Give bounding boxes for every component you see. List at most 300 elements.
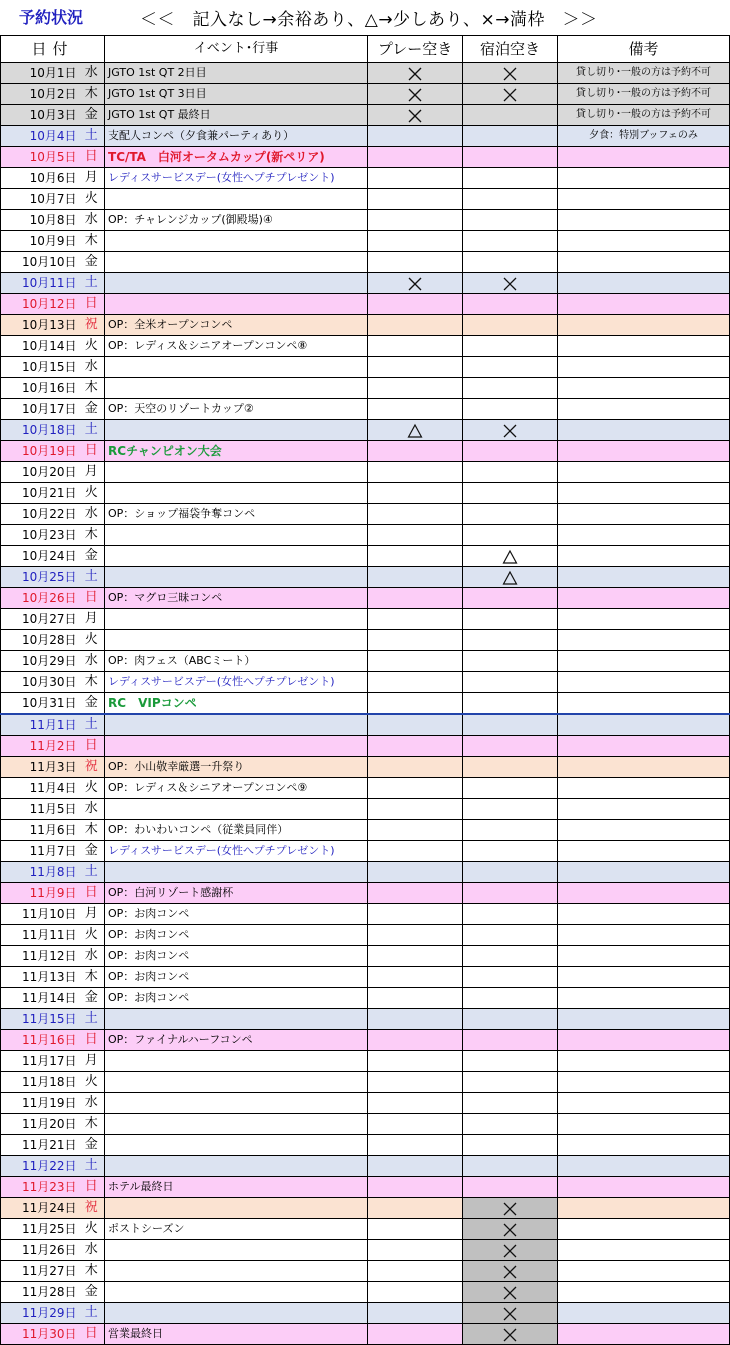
row-event: OP：ファイナルハーフコンペ (105, 1030, 368, 1051)
row-play-availability (368, 168, 463, 189)
table-row (1, 1093, 730, 1114)
row-date: 11月7日 (1, 841, 79, 862)
row-play-availability (368, 967, 463, 988)
row-weekday: 月 (79, 168, 105, 189)
header-stay: 宿泊空き (463, 36, 558, 63)
row-stay-availability (463, 1282, 558, 1303)
table-row (1, 378, 730, 399)
row-play-availability (368, 126, 463, 147)
header-date: 日付 (1, 36, 105, 63)
row-date: 11月6日 (1, 820, 79, 841)
triangle-icon (407, 423, 423, 439)
row-play-availability (368, 799, 463, 820)
row-event: OP：肉フェス（ABCミート） (105, 651, 368, 672)
row-play-availability (368, 1093, 463, 1114)
row-stay-availability (463, 609, 558, 630)
row-stay-availability (463, 567, 558, 588)
row-stay-availability (463, 1156, 558, 1177)
row-weekday: 水 (79, 504, 105, 525)
row-play-availability (368, 988, 463, 1009)
row-play-availability (368, 693, 463, 715)
row-date: 11月15日 (1, 1009, 79, 1030)
row-play-availability (368, 189, 463, 210)
row-stay-availability (463, 1261, 558, 1282)
row-weekday: 水 (79, 799, 105, 820)
cross-icon (502, 1201, 518, 1217)
row-weekday: 日 (79, 883, 105, 904)
row-stay-availability (463, 273, 558, 294)
row-stay-availability (463, 651, 558, 672)
row-event (105, 252, 368, 273)
row-date: 11月10日 (1, 904, 79, 925)
row-weekday: 金 (79, 1282, 105, 1303)
row-note (558, 294, 730, 315)
row-stay-availability (463, 231, 558, 252)
row-stay-availability (463, 294, 558, 315)
row-play-availability (368, 1051, 463, 1072)
row-weekday: 木 (79, 1261, 105, 1282)
row-note (558, 168, 730, 189)
row-weekday: 月 (79, 462, 105, 483)
table-row (1, 757, 730, 778)
row-play-availability (368, 672, 463, 693)
row-note (558, 483, 730, 504)
row-note (558, 693, 730, 715)
row-date: 10月26日 (1, 588, 79, 609)
row-note (558, 147, 730, 168)
row-event (105, 1093, 368, 1114)
row-stay-availability (463, 1114, 558, 1135)
row-stay-availability (463, 420, 558, 441)
table-row (1, 1261, 730, 1282)
row-date: 11月17日 (1, 1051, 79, 1072)
cross-icon (502, 87, 518, 103)
row-event: OP：お肉コンペ (105, 904, 368, 925)
row-note (558, 778, 730, 799)
row-weekday: 木 (79, 1114, 105, 1135)
row-date: 11月24日 (1, 1198, 79, 1219)
row-note (558, 799, 730, 820)
row-weekday: 金 (79, 105, 105, 126)
table-row (1, 841, 730, 862)
row-date: 11月18日 (1, 1072, 79, 1093)
table-row (1, 126, 730, 147)
table-row (1, 210, 730, 231)
row-play-availability (368, 441, 463, 462)
row-play-availability (368, 862, 463, 883)
row-date: 10月11日 (1, 273, 79, 294)
row-note (558, 1072, 730, 1093)
row-date: 10月18日 (1, 420, 79, 441)
row-weekday: 火 (79, 483, 105, 504)
row-stay-availability (463, 84, 558, 105)
page-title: 予約状況 (19, 8, 84, 27)
row-event: OP：小山敬幸厳選一升祭り (105, 757, 368, 778)
row-play-availability (368, 1135, 463, 1156)
row-play-availability (368, 567, 463, 588)
row-weekday: 水 (79, 357, 105, 378)
row-play-availability (368, 1156, 463, 1177)
row-note (558, 714, 730, 736)
title-bar (0, 0, 730, 34)
triangle-icon (502, 549, 518, 565)
table-row (1, 883, 730, 904)
table-row (1, 252, 730, 273)
row-note (558, 357, 730, 378)
table-row (1, 588, 730, 609)
table-row (1, 693, 730, 715)
row-stay-availability (463, 315, 558, 336)
table-row (1, 441, 730, 462)
table-row (1, 567, 730, 588)
row-date: 10月20日 (1, 462, 79, 483)
row-event (105, 862, 368, 883)
row-date: 11月22日 (1, 1156, 79, 1177)
cross-icon (502, 1306, 518, 1322)
row-date: 11月13日 (1, 967, 79, 988)
row-play-availability (368, 378, 463, 399)
row-note (558, 1303, 730, 1324)
table-row (1, 1303, 730, 1324)
row-stay-availability (463, 778, 558, 799)
row-note (558, 925, 730, 946)
row-note (558, 883, 730, 904)
table-row (1, 1114, 730, 1135)
table-row (1, 651, 730, 672)
row-weekday: 日 (79, 1177, 105, 1198)
row-event: OP：お肉コンペ (105, 967, 368, 988)
row-weekday: 月 (79, 1051, 105, 1072)
row-weekday: 金 (79, 693, 105, 715)
row-weekday: 木 (79, 820, 105, 841)
row-event: JGTO 1st QT 3日目 (105, 84, 368, 105)
row-date: 11月4日 (1, 778, 79, 799)
row-note (558, 504, 730, 525)
table-row (1, 357, 730, 378)
row-weekday: 木 (79, 967, 105, 988)
table-row (1, 672, 730, 693)
row-event (105, 630, 368, 651)
row-stay-availability (463, 357, 558, 378)
row-play-availability (368, 336, 463, 357)
row-event: JGTO 1st QT 2日目 (105, 63, 368, 84)
row-weekday: 日 (79, 1030, 105, 1051)
row-stay-availability (463, 946, 558, 967)
row-event: レディスサービスデー(女性へプチプレゼント) (105, 672, 368, 693)
table-row (1, 399, 730, 420)
row-event (105, 1261, 368, 1282)
row-note (558, 546, 730, 567)
table-row (1, 1030, 730, 1051)
row-play-availability (368, 1009, 463, 1030)
table-row (1, 294, 730, 315)
table-row (1, 904, 730, 925)
row-note (558, 1135, 730, 1156)
row-stay-availability (463, 736, 558, 757)
row-weekday: 木 (79, 378, 105, 399)
row-play-availability (368, 63, 463, 84)
table-row (1, 546, 730, 567)
row-weekday: 日 (79, 1324, 105, 1345)
row-weekday: 水 (79, 1240, 105, 1261)
row-date: 10月28日 (1, 630, 79, 651)
table-row (1, 1240, 730, 1261)
row-stay-availability (463, 1324, 558, 1345)
row-stay-availability (463, 1009, 558, 1030)
row-weekday: 水 (79, 946, 105, 967)
row-date: 10月24日 (1, 546, 79, 567)
row-play-availability (368, 210, 463, 231)
row-note (558, 672, 730, 693)
row-event: レディスサービスデー(女性へプチプレゼント) (105, 841, 368, 862)
row-play-availability (368, 883, 463, 904)
row-stay-availability (463, 693, 558, 715)
row-date: 11月29日 (1, 1303, 79, 1324)
row-event (105, 378, 368, 399)
row-stay-availability (463, 672, 558, 693)
table-row (1, 84, 730, 105)
row-date: 11月11日 (1, 925, 79, 946)
table-row (1, 1051, 730, 1072)
triangle-icon (502, 570, 518, 586)
row-date: 11月23日 (1, 1177, 79, 1198)
row-note (558, 1282, 730, 1303)
row-date: 11月19日 (1, 1093, 79, 1114)
table-row (1, 63, 730, 84)
row-note (558, 378, 730, 399)
row-weekday: 土 (79, 420, 105, 441)
table-row (1, 420, 730, 441)
row-event (105, 1240, 368, 1261)
row-note (558, 462, 730, 483)
row-date: 11月3日 (1, 757, 79, 778)
row-event (105, 420, 368, 441)
row-play-availability (368, 1198, 463, 1219)
row-weekday: 土 (79, 1009, 105, 1030)
row-weekday: 祝 (79, 315, 105, 336)
row-stay-availability (463, 1093, 558, 1114)
row-date: 10月3日 (1, 105, 79, 126)
cross-icon (502, 66, 518, 82)
row-event (105, 231, 368, 252)
row-note (558, 1093, 730, 1114)
row-note (558, 862, 730, 883)
table-body (1, 63, 730, 1345)
row-weekday: 金 (79, 399, 105, 420)
cross-icon (502, 276, 518, 292)
row-note (558, 210, 730, 231)
row-stay-availability (463, 189, 558, 210)
row-note (558, 588, 730, 609)
row-event: OP：わいわいコンペ（従業員同伴） (105, 820, 368, 841)
row-event: JGTO 1st QT 最終日 (105, 105, 368, 126)
cross-icon (502, 1327, 518, 1343)
row-play-availability (368, 546, 463, 567)
table-row (1, 525, 730, 546)
table-row (1, 1072, 730, 1093)
row-date: 10月2日 (1, 84, 79, 105)
row-stay-availability (463, 546, 558, 567)
row-event: OP：お肉コンペ (105, 988, 368, 1009)
table-row (1, 736, 730, 757)
row-weekday: 金 (79, 988, 105, 1009)
row-date: 10月7日 (1, 189, 79, 210)
row-weekday: 日 (79, 147, 105, 168)
cross-icon (407, 66, 423, 82)
row-play-availability (368, 714, 463, 736)
row-note (558, 820, 730, 841)
row-event (105, 294, 368, 315)
row-stay-availability (463, 378, 558, 399)
row-note (558, 609, 730, 630)
row-stay-availability (463, 967, 558, 988)
row-event (105, 1198, 368, 1219)
row-stay-availability (463, 630, 558, 651)
row-weekday: 祝 (79, 1198, 105, 1219)
row-date: 10月22日 (1, 504, 79, 525)
row-date: 11月8日 (1, 862, 79, 883)
row-stay-availability (463, 105, 558, 126)
row-date: 10月1日 (1, 63, 79, 84)
row-play-availability (368, 273, 463, 294)
row-date: 10月13日 (1, 315, 79, 336)
row-event (105, 189, 368, 210)
row-event (105, 525, 368, 546)
row-event: 営業最終日 (105, 1324, 368, 1345)
row-stay-availability (463, 168, 558, 189)
row-note (558, 273, 730, 294)
row-event: OP：マグロ三昧コンペ (105, 588, 368, 609)
row-stay-availability (463, 210, 558, 231)
row-play-availability (368, 757, 463, 778)
row-event: OP：レディス＆シニアオープンコンペ⑨ (105, 778, 368, 799)
table-row (1, 1156, 730, 1177)
header-play: プレー空き (368, 36, 463, 63)
row-weekday: 土 (79, 567, 105, 588)
row-event: OP：チャレンジカップ(御殿場)④ (105, 210, 368, 231)
row-date: 10月30日 (1, 672, 79, 693)
row-date: 10月10日 (1, 252, 79, 273)
row-weekday: 土 (79, 126, 105, 147)
row-date: 11月28日 (1, 1282, 79, 1303)
row-weekday: 木 (79, 84, 105, 105)
table-row (1, 862, 730, 883)
row-stay-availability (463, 1030, 558, 1051)
row-stay-availability (463, 904, 558, 925)
row-event (105, 567, 368, 588)
row-play-availability (368, 1030, 463, 1051)
row-play-availability (368, 462, 463, 483)
row-date: 10月21日 (1, 483, 79, 504)
row-weekday: 土 (79, 862, 105, 883)
row-event (105, 357, 368, 378)
row-event: OP：レディス＆シニアオープンコンペ⑧ (105, 336, 368, 357)
row-date: 11月9日 (1, 883, 79, 904)
row-note: 貸し切り･一般の方は予約不可 (558, 63, 730, 84)
row-weekday: 金 (79, 841, 105, 862)
row-note (558, 1198, 730, 1219)
row-play-availability (368, 841, 463, 862)
row-date: 10月16日 (1, 378, 79, 399)
row-event (105, 609, 368, 630)
row-stay-availability (463, 252, 558, 273)
row-play-availability (368, 736, 463, 757)
table-row (1, 1324, 730, 1345)
row-note (558, 1051, 730, 1072)
row-weekday: 月 (79, 609, 105, 630)
row-date: 11月26日 (1, 1240, 79, 1261)
row-stay-availability (463, 1240, 558, 1261)
row-stay-availability (463, 1135, 558, 1156)
row-event (105, 714, 368, 736)
row-date: 10月29日 (1, 651, 79, 672)
row-event (105, 799, 368, 820)
row-stay-availability (463, 483, 558, 504)
table-row (1, 609, 730, 630)
row-stay-availability (463, 714, 558, 736)
row-event: ホテル最終日 (105, 1177, 368, 1198)
row-event: 支配人コンペ（夕食兼パーティあり） (105, 126, 368, 147)
table-row (1, 105, 730, 126)
row-stay-availability (463, 147, 558, 168)
row-date: 10月31日 (1, 693, 79, 715)
row-date: 10月27日 (1, 609, 79, 630)
row-weekday: 水 (79, 651, 105, 672)
row-play-availability (368, 231, 463, 252)
row-note (558, 252, 730, 273)
row-stay-availability (463, 1303, 558, 1324)
table-row (1, 967, 730, 988)
row-play-availability (368, 925, 463, 946)
row-weekday: 水 (79, 63, 105, 84)
row-weekday: 水 (79, 1093, 105, 1114)
row-stay-availability (463, 1051, 558, 1072)
cross-icon (502, 1243, 518, 1259)
row-stay-availability (463, 525, 558, 546)
row-note (558, 1009, 730, 1030)
row-note (558, 651, 730, 672)
row-stay-availability (463, 1177, 558, 1198)
row-note (558, 1324, 730, 1345)
row-weekday: 土 (79, 1156, 105, 1177)
row-play-availability (368, 147, 463, 168)
row-weekday: 木 (79, 672, 105, 693)
table-row (1, 168, 730, 189)
row-event: OP：お肉コンペ (105, 925, 368, 946)
row-note (558, 315, 730, 336)
row-date: 10月5日 (1, 147, 79, 168)
cross-icon (502, 1264, 518, 1280)
row-date: 10月6日 (1, 168, 79, 189)
row-date: 10月9日 (1, 231, 79, 252)
row-weekday: 日 (79, 736, 105, 757)
cross-icon (407, 108, 423, 124)
header-note: 備考 (558, 36, 730, 63)
row-note (558, 904, 730, 925)
row-date: 11月20日 (1, 1114, 79, 1135)
row-play-availability (368, 820, 463, 841)
row-date: 10月4日 (1, 126, 79, 147)
table-row (1, 231, 730, 252)
row-note (558, 525, 730, 546)
row-play-availability (368, 315, 463, 336)
row-weekday: 土 (79, 273, 105, 294)
row-event (105, 1303, 368, 1324)
row-event: レディスサービスデー(女性へプチプレゼント) (105, 168, 368, 189)
row-stay-availability (463, 462, 558, 483)
row-play-availability (368, 1219, 463, 1240)
row-note (558, 630, 730, 651)
